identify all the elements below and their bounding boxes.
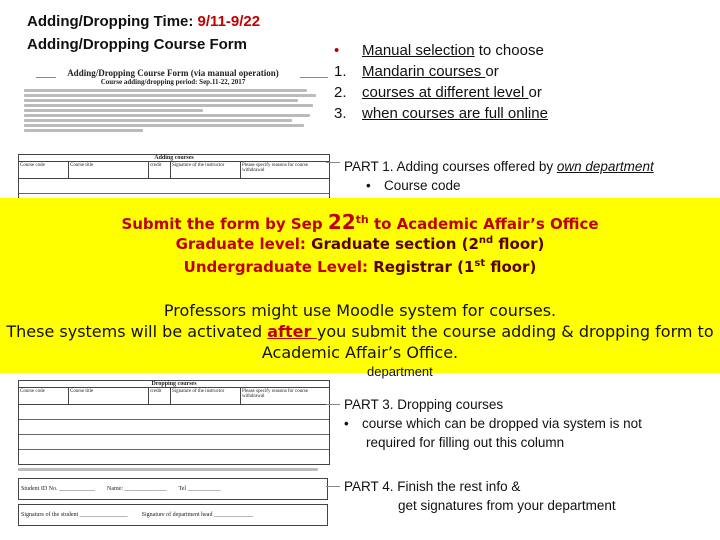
tel-field[interactable]: Tel ___________ — [178, 486, 221, 492]
part2-peek-text: department — [367, 364, 433, 379]
part1-heading — [344, 157, 654, 176]
col-header: Course title — [69, 162, 149, 178]
part1-heading-prefix: PART 1. Adding courses offered by — [344, 159, 557, 174]
signature-box — [18, 504, 328, 526]
col-header: Course code — [19, 388, 69, 404]
table-row[interactable] — [19, 435, 329, 450]
list-item — [334, 40, 714, 61]
list-item — [334, 61, 714, 82]
ug-text-post: floor) — [485, 258, 537, 276]
form-instructions — [18, 89, 328, 132]
col-header: Please specify reasons for course withdrawal — [242, 389, 309, 399]
col-header: Signature of the instructor — [171, 388, 241, 404]
col-header: Signature of the instructor — [171, 162, 241, 178]
activation-pre: These systems will be activated — [6, 322, 268, 341]
connector-line — [326, 162, 340, 163]
table-row[interactable] — [19, 179, 329, 194]
activation-post: you submit the course adding & dropping form to — [316, 322, 714, 341]
drop-table-header — [19, 388, 329, 405]
activation-note — [0, 322, 720, 341]
activation-note-end: Academic Affair’s Office. — [261, 343, 459, 362]
student-id-field[interactable]: Student ID No. ____________ — [21, 486, 95, 492]
lead-rest: to choose — [474, 42, 544, 59]
submit-prefix: Submit the form by Sep — [121, 215, 328, 233]
name-field[interactable]: Name: ______________ — [107, 486, 167, 492]
activation-after: after — [267, 322, 317, 341]
add-table-header — [19, 162, 329, 179]
grad-text: Graduate section (2 — [311, 235, 479, 253]
student-info-box — [18, 478, 328, 500]
list-marker: 3. — [334, 105, 347, 122]
graduate-level-line — [0, 235, 720, 253]
grad-sup: nd — [478, 235, 494, 246]
table-row[interactable] — [19, 405, 329, 420]
undergraduate-level-line — [0, 258, 720, 276]
part3-heading: PART 3. Dropping courses — [344, 397, 504, 412]
table-row[interactable] — [19, 420, 329, 435]
manual-selection-label: Manual selection — [362, 42, 475, 59]
part1-bullet-text: Course code — [384, 178, 461, 193]
ug-label: Undergraduate Level: — [183, 258, 374, 276]
part1-heading-emph: own department — [556, 159, 654, 174]
form-subtitle: Course adding/dropping period: Sep.11-22, 2017 — [100, 78, 246, 86]
grad-text-post: floor) — [493, 235, 545, 253]
part3-bullet-text-cont: required for filling out this column — [366, 435, 565, 450]
col-header: credit — [149, 388, 171, 404]
title-prefix: Adding/Dropping Time: — [27, 13, 198, 30]
drop-table-caption: Dropping courses — [19, 381, 329, 388]
page-title-dates — [27, 12, 260, 32]
col-header: Course code — [19, 162, 69, 178]
list-item — [334, 82, 714, 103]
list-text: when courses are full online — [362, 105, 548, 122]
part3-bullet-text: course which can be dropped via system is not — [362, 416, 642, 431]
submission-banner — [0, 198, 720, 373]
part4-line2: get signatures from your department — [398, 498, 616, 513]
drop-course-table — [18, 380, 330, 465]
submit-deadline — [0, 210, 720, 234]
add-table-caption: Adding courses — [19, 155, 329, 162]
list-text: Mandarin courses — [362, 63, 486, 80]
list-item — [334, 103, 714, 124]
list-tail: or — [485, 63, 499, 80]
form-title: Adding/Dropping Course Form (via manual operation) — [67, 68, 279, 78]
connector-line — [300, 77, 328, 78]
connector-line — [326, 404, 340, 405]
part4-section — [344, 477, 616, 515]
moodle-note: Professors might use Moodle system for courses. — [163, 301, 557, 320]
list-tail: or — [528, 84, 542, 101]
student-signature-field[interactable]: Signature of the student ________________ — [21, 512, 128, 518]
ug-text: Registrar (1 — [373, 258, 475, 276]
connector-line — [326, 486, 340, 487]
col-header: credit — [149, 162, 171, 178]
bullet-icon: • — [334, 42, 340, 59]
connector-line — [36, 77, 56, 78]
col-header: Please specify reasons for course withdrawal — [242, 163, 309, 173]
part4-heading: PART 4. Finish the rest info & — [344, 479, 521, 494]
list-item: • course which can be dropped via system is not — [344, 416, 642, 431]
table-row[interactable] — [19, 450, 329, 464]
list-item: • Course code — [366, 178, 461, 193]
grad-label: Graduate level: — [175, 235, 312, 253]
list-text: courses at different level — [362, 84, 529, 101]
page-title-form: Adding/Dropping Course Form — [27, 36, 247, 53]
dept-signature-field[interactable]: Signature of department head _____________ — [141, 512, 253, 518]
submit-suffix: to Academic Affair’s Office — [368, 215, 599, 233]
title-dates: 9/11-9/22 — [197, 13, 261, 30]
submit-day: 22 — [327, 210, 356, 234]
ug-sup: st — [474, 258, 486, 269]
submit-sup: th — [355, 213, 369, 226]
col-header: Course title — [69, 388, 149, 404]
form-divider — [18, 468, 318, 471]
manual-selection-list — [334, 40, 714, 124]
list-marker: 1. — [334, 63, 347, 80]
list-marker: 2. — [334, 84, 347, 101]
part3-section — [344, 395, 642, 452]
